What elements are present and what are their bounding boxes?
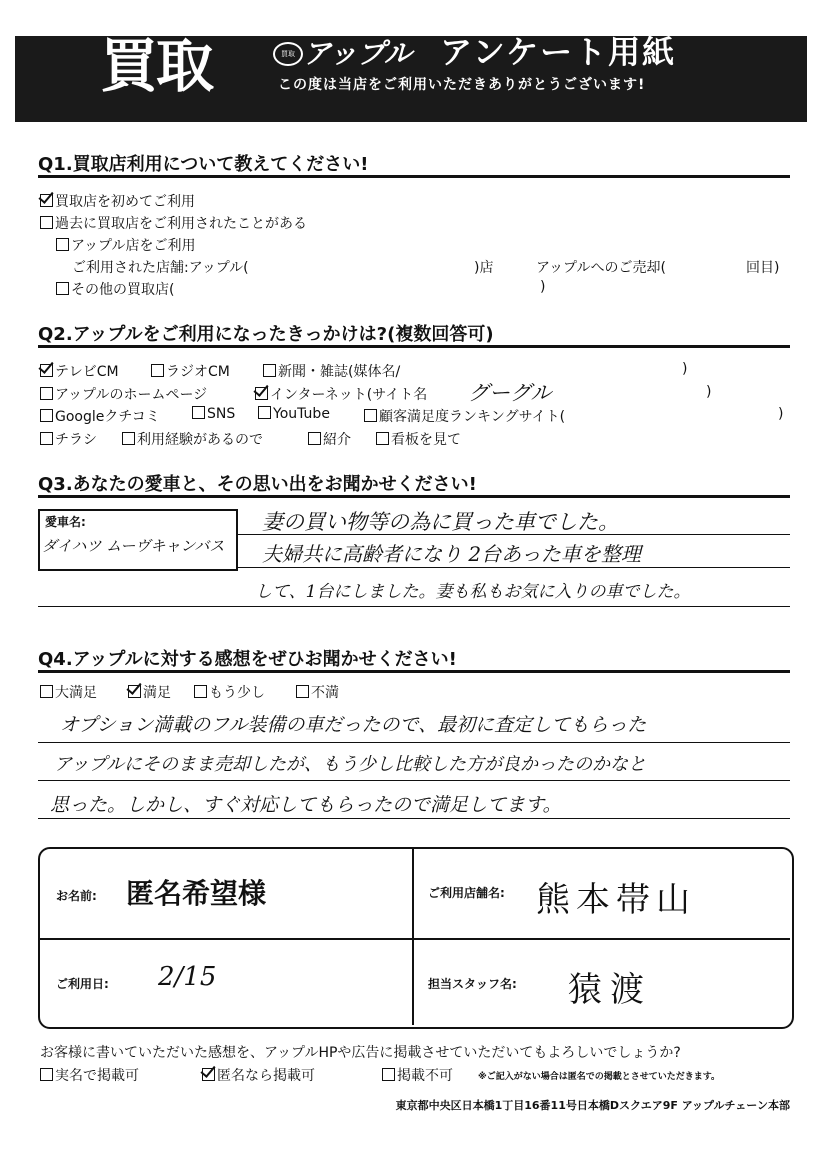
q2-youtube-label: YouTube [273,406,330,422]
q3-memory-line-3: して、1台にしました。妻も私もお気に入りの車でした。 [255,582,691,602]
publish-option-real-name[interactable] [40,1065,139,1085]
name-label: お名前: [56,889,97,903]
q2-heading: Q2.アップルをご利用になったきっかけは?(複数回答可) [38,324,494,345]
staff-label: 担当スタッフ名: [428,977,517,991]
q2-option-homepage[interactable] [40,384,207,404]
car-name-label: 愛車名: [45,515,86,529]
q2-experience-checkbox[interactable] [122,432,135,445]
q3-heading: Q3.あなたの愛車と、その思い出をお聞かせください! [38,474,477,495]
q4-very-satisfied-checkbox[interactable] [40,685,53,698]
q2-flyer-checkbox[interactable] [40,432,53,445]
q2-referral-checkbox[interactable] [308,432,321,445]
kaitori-logo: 買取 [100,32,213,100]
q4-comment-line-1: オプション満載のフル装備の車だったので、最初に査定してもらった [60,714,647,736]
q4-option-dissatisfied[interactable] [296,682,339,702]
q2-option-tv[interactable] [40,361,119,381]
q2-internet-label: インターネット(サイト名 [270,387,428,403]
q4-option-bit-more[interactable] [194,682,265,702]
name-value: 匿名希望様 [126,877,267,910]
q4-option-very-satisfied[interactable] [40,682,97,702]
q2-divider [38,345,790,348]
info-card-v-divider [412,849,414,1025]
q1-used-before-label: 過去に買取店をご利用されたことがある [55,216,307,232]
info-card-h-divider [40,938,790,940]
q4-heading: Q4.アップルに対する感想をぜひお聞かせください! [38,649,457,670]
q3-memory-line-1: 妻の買い物等の為に買った車でした。 [262,510,619,534]
q1-visits-label: アップルへのご売却( [536,260,666,276]
q2-option-radio[interactable] [151,361,230,381]
q2-radio-checkbox[interactable] [151,364,164,377]
real-name-checkbox[interactable] [40,1068,53,1081]
q1-option-first[interactable] [40,191,195,211]
q4-rule-3 [38,818,790,819]
q1-heading: Q1.買取店利用について教えてください! [38,154,369,175]
q2-internet-checkbox[interactable] [255,387,268,400]
q2-option-experience[interactable] [122,429,263,449]
q2-ranking-label: 顧客満足度ランキングサイト( [379,409,566,425]
q2-ranking-checkbox[interactable] [364,409,377,422]
publish-option-anonymous[interactable] [202,1065,315,1085]
date-label: ご利用日: [56,977,109,991]
q3-divider [38,495,790,498]
anonymous-label: 匿名なら掲載可 [217,1068,315,1084]
q2-newspaper-close: ) [682,361,688,377]
q2-option-internet[interactable] [255,384,427,404]
q2-homepage-checkbox[interactable] [40,387,53,400]
page-subtitle: この度は当店をご利用いただきありがとうございます! [278,77,646,93]
q4-satisfied-label: 満足 [143,685,171,701]
q2-ranking-close: ) [778,406,784,422]
q1-divider [38,175,790,178]
q4-comment-line-3: 思った。しかし、すぐ対応してもらったので満足してます。 [50,794,562,816]
q2-newspaper-label: 新聞・雑誌(媒体名/ [278,364,401,380]
publish-option-not-allowed[interactable] [382,1065,453,1085]
q4-dissatisfied-label: 不満 [311,685,339,701]
not-allowed-label: 掲載不可 [397,1068,453,1084]
q2-signboard-label: 看板を見て [391,432,461,448]
q2-sns-label: SNS [207,406,236,422]
real-name-label: 実名で掲載可 [55,1068,139,1084]
store-value: 熊本帯山 [536,880,696,920]
q1-apple-label: アップル店をご利用 [71,238,196,254]
q3-rule-3 [38,606,790,607]
q4-very-satisfied-label: 大満足 [55,685,97,701]
q1-option-other[interactable] [56,279,174,299]
q2-signboard-checkbox[interactable] [376,432,389,445]
q4-bit-more-checkbox[interactable] [194,685,207,698]
q4-rule-2 [38,780,790,781]
q2-internet-answer: グーグル [468,381,552,405]
q2-newspaper-checkbox[interactable] [263,364,276,377]
q2-tv-checkbox[interactable] [40,364,53,377]
store-label: ご利用店舗名: [428,886,505,900]
q1-other-checkbox[interactable] [56,282,69,295]
q1-option-apple[interactable] [56,235,195,255]
q2-option-youtube[interactable] [258,406,330,422]
q4-divider [38,670,790,673]
q2-option-ranking[interactable] [364,406,565,426]
q1-first-checkbox[interactable] [40,194,53,207]
q2-google-review-label: Googleクチコミ [55,409,160,425]
q3-rule-2 [236,567,790,568]
q2-experience-label: 利用経験があるので [137,432,263,448]
q3-memory-line-2: 夫婦共に高齢者になり 2台あった車を整理 [262,542,641,566]
q2-tv-label: テレビCM [55,364,119,380]
anonymous-checkbox[interactable] [202,1068,215,1081]
q2-option-referral[interactable] [308,429,351,449]
q2-sns-checkbox[interactable] [192,406,205,419]
q1-store-label: ご利用された店舗:アップル( [72,260,249,276]
q2-radio-label: ラジオCM [166,364,230,380]
q4-rule-1 [38,742,790,743]
q2-youtube-checkbox[interactable] [258,406,271,419]
brand-badge-icon: 買取 [273,42,303,66]
company-address: 東京都中央区日本橋1丁目16番11号日本橋Dスクエア9F アップルチェーン本部 [395,1099,790,1112]
q1-visits-suffix: 回目) [746,260,780,276]
q2-internet-close: ) [706,384,712,400]
q1-first-label: 買取店を初めてご利用 [55,194,195,210]
q4-comment-line-2: アップルにそのまま売却したが、もう少し比較した方が良かったのかなと [54,754,647,775]
q2-option-flyer[interactable] [40,429,97,449]
q1-option-used-before[interactable] [40,213,307,233]
brand-name: アップル [303,37,412,70]
not-allowed-checkbox[interactable] [382,1068,395,1081]
publish-note: ※ご記入がない場合は匿名での掲載とさせていただきます。 [478,1072,721,1082]
staff-value: 猿渡 [568,970,652,1010]
q1-other-label: その他の買取店( [71,282,175,298]
q4-satisfied-checkbox[interactable] [128,685,141,698]
q4-option-satisfied[interactable] [128,682,171,702]
q2-flyer-label: チラシ [55,432,97,448]
page-title: アンケート用紙 [440,33,677,71]
date-value: 2/15 [158,962,217,992]
q2-google-review-checkbox[interactable] [40,409,53,422]
q2-homepage-label: アップルのホームページ [55,387,208,403]
q1-used-before-checkbox[interactable] [40,216,53,229]
q1-other-suffix: ) [540,279,546,295]
q1-store-suffix: )店 [474,260,494,276]
q2-option-newspaper[interactable] [263,361,400,381]
q2-option-signboard[interactable] [376,429,461,449]
q2-option-google-review[interactable] [40,406,160,426]
q4-bit-more-label: もう少し [209,685,265,701]
q2-option-sns[interactable] [192,406,235,422]
q1-apple-checkbox[interactable] [56,238,69,251]
publish-question: お客様に書いていただいた感想を、アップルHPや広告に掲載させていただいてもよろしいでしょうか? [40,1045,681,1061]
q4-dissatisfied-checkbox[interactable] [296,685,309,698]
car-name-value: ダイハツ ムーヴキャンバス [42,537,225,555]
q2-referral-label: 紹介 [323,432,351,448]
